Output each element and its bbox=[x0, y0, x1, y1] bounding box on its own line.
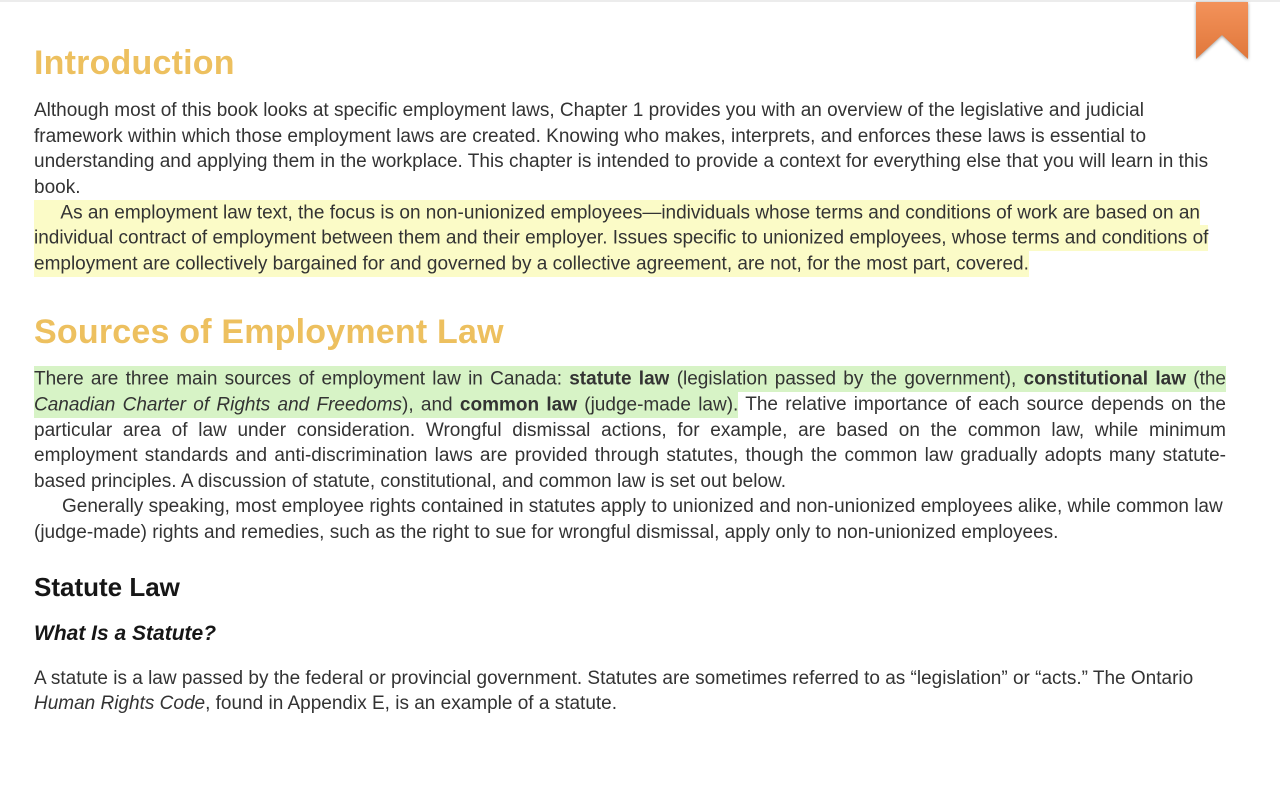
paragraph-generally-speaking: Generally speaking, most employee rights contained in statutes apply to unionized and non-unionized employees alike, while common law (judge-made) rights and remedies, such as the right to sue for wrongful dismissal, apply only to non-unionized employees. bbox=[34, 496, 1223, 543]
bookmark-ribbon-icon[interactable] bbox=[1196, 2, 1248, 59]
paragraph-statute-definition: A statute is a law passed by the federal or provincial government. Statutes are sometimes referred to as “legislation” or “acts.” The Ontario Human Rights Code, found in Appendix E, is an example of a statute. bbox=[34, 667, 1194, 715]
paragraph-intro-overview: Although most of this book looks at specific employment laws, Chapter 1 provides you with an overview of the legislative and judicial framework within which those employment laws are created. Knowing who makes, interprets, and enforces these laws is essential to understanding and applying them in the workplace. This chapter is intended to provide a context for everything else that you will learn in this book. bbox=[34, 100, 1209, 198]
subsection-heading-statute-law: Statute Law bbox=[34, 572, 180, 603]
bookmark-ribbon-shape bbox=[1196, 2, 1248, 59]
chapter-content bbox=[0, 2, 1280, 747]
paragraph-highlighted-yellow: As an employment law text, the focus is on non-unionized employees—individuals whose terms and conditions of work are based on an individual contract of employment between them and their employer. Issues specific to unionized employees, whose terms and conditions of employment are collectively bargained for and governed by a collective agreement, are not, for the most part, covered. bbox=[34, 200, 1226, 277]
paragraph-highlighted-green: There are three main sources of employment law in Canada: statute law (legislation passed by the government), constitutional law (the Canadian Charter of Rights and Freedoms), and common law (judge-made law). The relative importance of each source depends on the particular area of law under consideration. Wrongful dismissal actions, for example, are based on the common law, while minimum employment standards and anti-discrimination laws are provided through statutes, though the common law gradually adopts many statute-based principles. A discussion of statute, constitutional, and common law is set out below. bbox=[34, 367, 1226, 495]
section-heading-introduction: Introduction bbox=[34, 44, 235, 82]
subsubsection-heading-what-is-a-statute: What Is a Statute? bbox=[34, 621, 217, 645]
section-heading-sources-of-employment-law: Sources of Employment Law bbox=[34, 312, 504, 351]
